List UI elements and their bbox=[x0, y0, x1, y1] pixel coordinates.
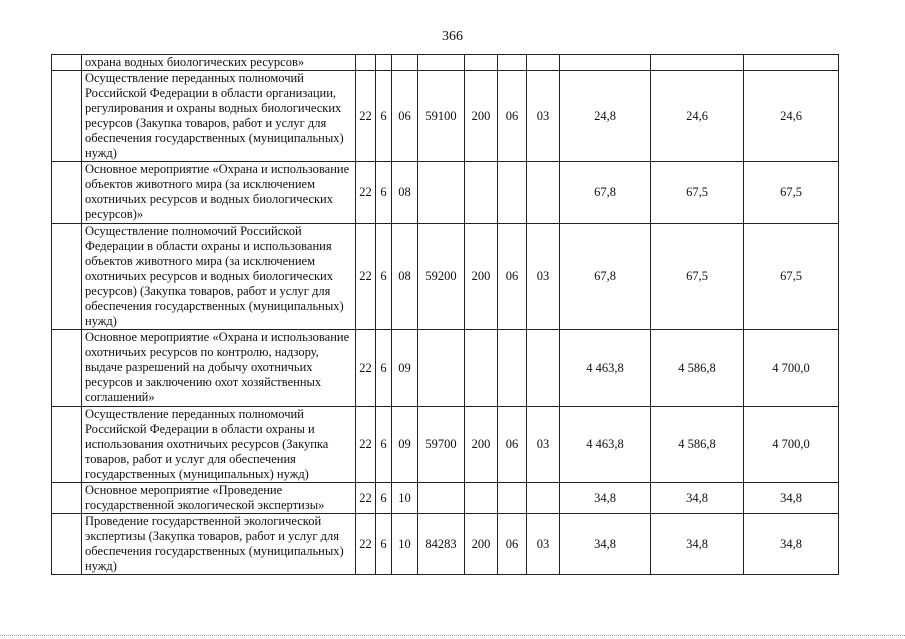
program-code-cell: 6 bbox=[376, 514, 392, 575]
row-index-cell bbox=[52, 330, 82, 407]
program-code-cell: 6 bbox=[376, 224, 392, 330]
row-description: Основное мероприятие «Охрана и использование объектов животного мира (за исключением охотничьих ресурсов и водных биологических ресурсов)» bbox=[82, 162, 356, 224]
direction-code-cell bbox=[418, 330, 465, 407]
row-index-cell bbox=[52, 55, 82, 71]
subsection-code-cell bbox=[527, 330, 560, 407]
program-code-cell: 6 bbox=[376, 330, 392, 407]
section-code-cell: 06 bbox=[498, 407, 527, 483]
amount-year1-cell: 34,8 bbox=[560, 483, 651, 514]
budget-table bbox=[51, 54, 839, 575]
table-row bbox=[52, 71, 839, 162]
subprogram-code-cell: 08 bbox=[392, 224, 418, 330]
subprogram-code-cell bbox=[392, 55, 418, 71]
direction-code-cell bbox=[418, 162, 465, 224]
program-code-cell bbox=[376, 55, 392, 71]
admin-code-cell: 22 bbox=[356, 483, 376, 514]
amount-year3-cell bbox=[744, 55, 839, 71]
amount-year1-cell: 4 463,8 bbox=[560, 407, 651, 483]
section-code-cell: 06 bbox=[498, 71, 527, 162]
amount-year3-cell: 34,8 bbox=[744, 514, 839, 575]
admin-code-cell: 22 bbox=[356, 514, 376, 575]
subsection-code-cell: 03 bbox=[527, 514, 560, 575]
direction-code-cell: 59200 bbox=[418, 224, 465, 330]
row-description: Осуществление полномочий Российской Федерации в области охраны и использования объектов животного мира (за исключением охотничьих ресурсов и водных биологических ресурсов) (Закупка товаров, работ и услуг для обеспечения государственных (муниципальных) нужд) bbox=[82, 224, 356, 330]
subprogram-code-cell: 06 bbox=[392, 71, 418, 162]
table-row bbox=[52, 55, 839, 71]
amount-year3-cell: 4 700,0 bbox=[744, 330, 839, 407]
subsection-code-cell bbox=[527, 55, 560, 71]
amount-year2-cell bbox=[651, 55, 744, 71]
section-code-cell bbox=[498, 162, 527, 224]
row-index-cell bbox=[52, 71, 82, 162]
page-number: 366 bbox=[442, 29, 463, 44]
row-description: Основное мероприятие «Охрана и использование охотничьих ресурсов по контролю, надзору, выдаче разрешений на добычу охотничьих ресурсов и заключению охот хозяйственных соглашений» bbox=[82, 330, 356, 407]
amount-year1-cell: 67,8 bbox=[560, 162, 651, 224]
program-code-cell: 6 bbox=[376, 162, 392, 224]
row-index-cell bbox=[52, 224, 82, 330]
table-row bbox=[52, 407, 839, 483]
amount-year3-cell: 4 700,0 bbox=[744, 407, 839, 483]
direction-code-cell: 59700 bbox=[418, 407, 465, 483]
subprogram-code-cell: 10 bbox=[392, 514, 418, 575]
row-index-cell bbox=[52, 407, 82, 483]
expense-type-cell bbox=[465, 330, 498, 407]
amount-year1-cell: 4 463,8 bbox=[560, 330, 651, 407]
amount-year1-cell bbox=[560, 55, 651, 71]
program-code-cell: 6 bbox=[376, 407, 392, 483]
subprogram-code-cell: 09 bbox=[392, 407, 418, 483]
section-code-cell: 06 bbox=[498, 224, 527, 330]
amount-year3-cell: 34,8 bbox=[744, 483, 839, 514]
row-description: Осуществление переданных полномочий Российской Федерации в области организации, регулирования и охраны водных биологических ресурсов (Закупка товаров, работ и услуг для обеспечения государственных (муниципальных) нужд) bbox=[82, 71, 356, 162]
subprogram-code-cell: 09 bbox=[392, 330, 418, 407]
subsection-code-cell: 03 bbox=[527, 224, 560, 330]
scan-edge-divider bbox=[0, 635, 905, 637]
table-row bbox=[52, 483, 839, 514]
admin-code-cell bbox=[356, 55, 376, 71]
expense-type-cell: 200 bbox=[465, 224, 498, 330]
expense-type-cell bbox=[465, 55, 498, 71]
amount-year2-cell: 4 586,8 bbox=[651, 407, 744, 483]
amount-year2-cell: 24,6 bbox=[651, 71, 744, 162]
row-index-cell bbox=[52, 162, 82, 224]
row-index-cell bbox=[52, 483, 82, 514]
amount-year3-cell: 67,5 bbox=[744, 162, 839, 224]
direction-code-cell bbox=[418, 483, 465, 514]
admin-code-cell: 22 bbox=[356, 162, 376, 224]
table-row bbox=[52, 224, 839, 330]
subprogram-code-cell: 10 bbox=[392, 483, 418, 514]
expense-type-cell: 200 bbox=[465, 514, 498, 575]
expense-type-cell: 200 bbox=[465, 407, 498, 483]
amount-year3-cell: 67,5 bbox=[744, 224, 839, 330]
direction-code-cell bbox=[418, 55, 465, 71]
amount-year1-cell: 34,8 bbox=[560, 514, 651, 575]
section-code-cell: 06 bbox=[498, 514, 527, 575]
subprogram-code-cell: 08 bbox=[392, 162, 418, 224]
expense-type-cell bbox=[465, 162, 498, 224]
direction-code-cell: 84283 bbox=[418, 514, 465, 575]
direction-code-cell: 59100 bbox=[418, 71, 465, 162]
admin-code-cell: 22 bbox=[356, 224, 376, 330]
amount-year2-cell: 34,8 bbox=[651, 514, 744, 575]
amount-year2-cell: 67,5 bbox=[651, 224, 744, 330]
subsection-code-cell bbox=[527, 162, 560, 224]
section-code-cell bbox=[498, 483, 527, 514]
expense-type-cell: 200 bbox=[465, 71, 498, 162]
subsection-code-cell bbox=[527, 483, 560, 514]
amount-year2-cell: 34,8 bbox=[651, 483, 744, 514]
expense-type-cell bbox=[465, 483, 498, 514]
amount-year3-cell: 24,6 bbox=[744, 71, 839, 162]
amount-year1-cell: 67,8 bbox=[560, 224, 651, 330]
subsection-code-cell: 03 bbox=[527, 71, 560, 162]
table-row bbox=[52, 514, 839, 575]
subsection-code-cell: 03 bbox=[527, 407, 560, 483]
amount-year2-cell: 4 586,8 bbox=[651, 330, 744, 407]
row-description: Проведение государственной экологической экспертизы (Закупка товаров, работ и услуг для обеспечения государственных (муниципальных) нужд) bbox=[82, 514, 356, 575]
section-code-cell bbox=[498, 330, 527, 407]
amount-year1-cell: 24,8 bbox=[560, 71, 651, 162]
row-description: Основное мероприятие «Проведение государственной экологической экспертизы» bbox=[82, 483, 356, 514]
admin-code-cell: 22 bbox=[356, 71, 376, 162]
admin-code-cell: 22 bbox=[356, 407, 376, 483]
row-index-cell bbox=[52, 514, 82, 575]
amount-year2-cell: 67,5 bbox=[651, 162, 744, 224]
program-code-cell: 6 bbox=[376, 483, 392, 514]
row-description: охрана водных биологических ресурсов» bbox=[82, 55, 356, 71]
table-row bbox=[52, 162, 839, 224]
program-code-cell: 6 bbox=[376, 71, 392, 162]
admin-code-cell: 22 bbox=[356, 330, 376, 407]
row-description: Осуществление переданных полномочий Российской Федерации в области охраны и использования охотничьих ресурсов (Закупка товаров, работ и услуг для обеспечения государственных (муниципальных) нужд) bbox=[82, 407, 356, 483]
table-row bbox=[52, 330, 839, 407]
section-code-cell bbox=[498, 55, 527, 71]
